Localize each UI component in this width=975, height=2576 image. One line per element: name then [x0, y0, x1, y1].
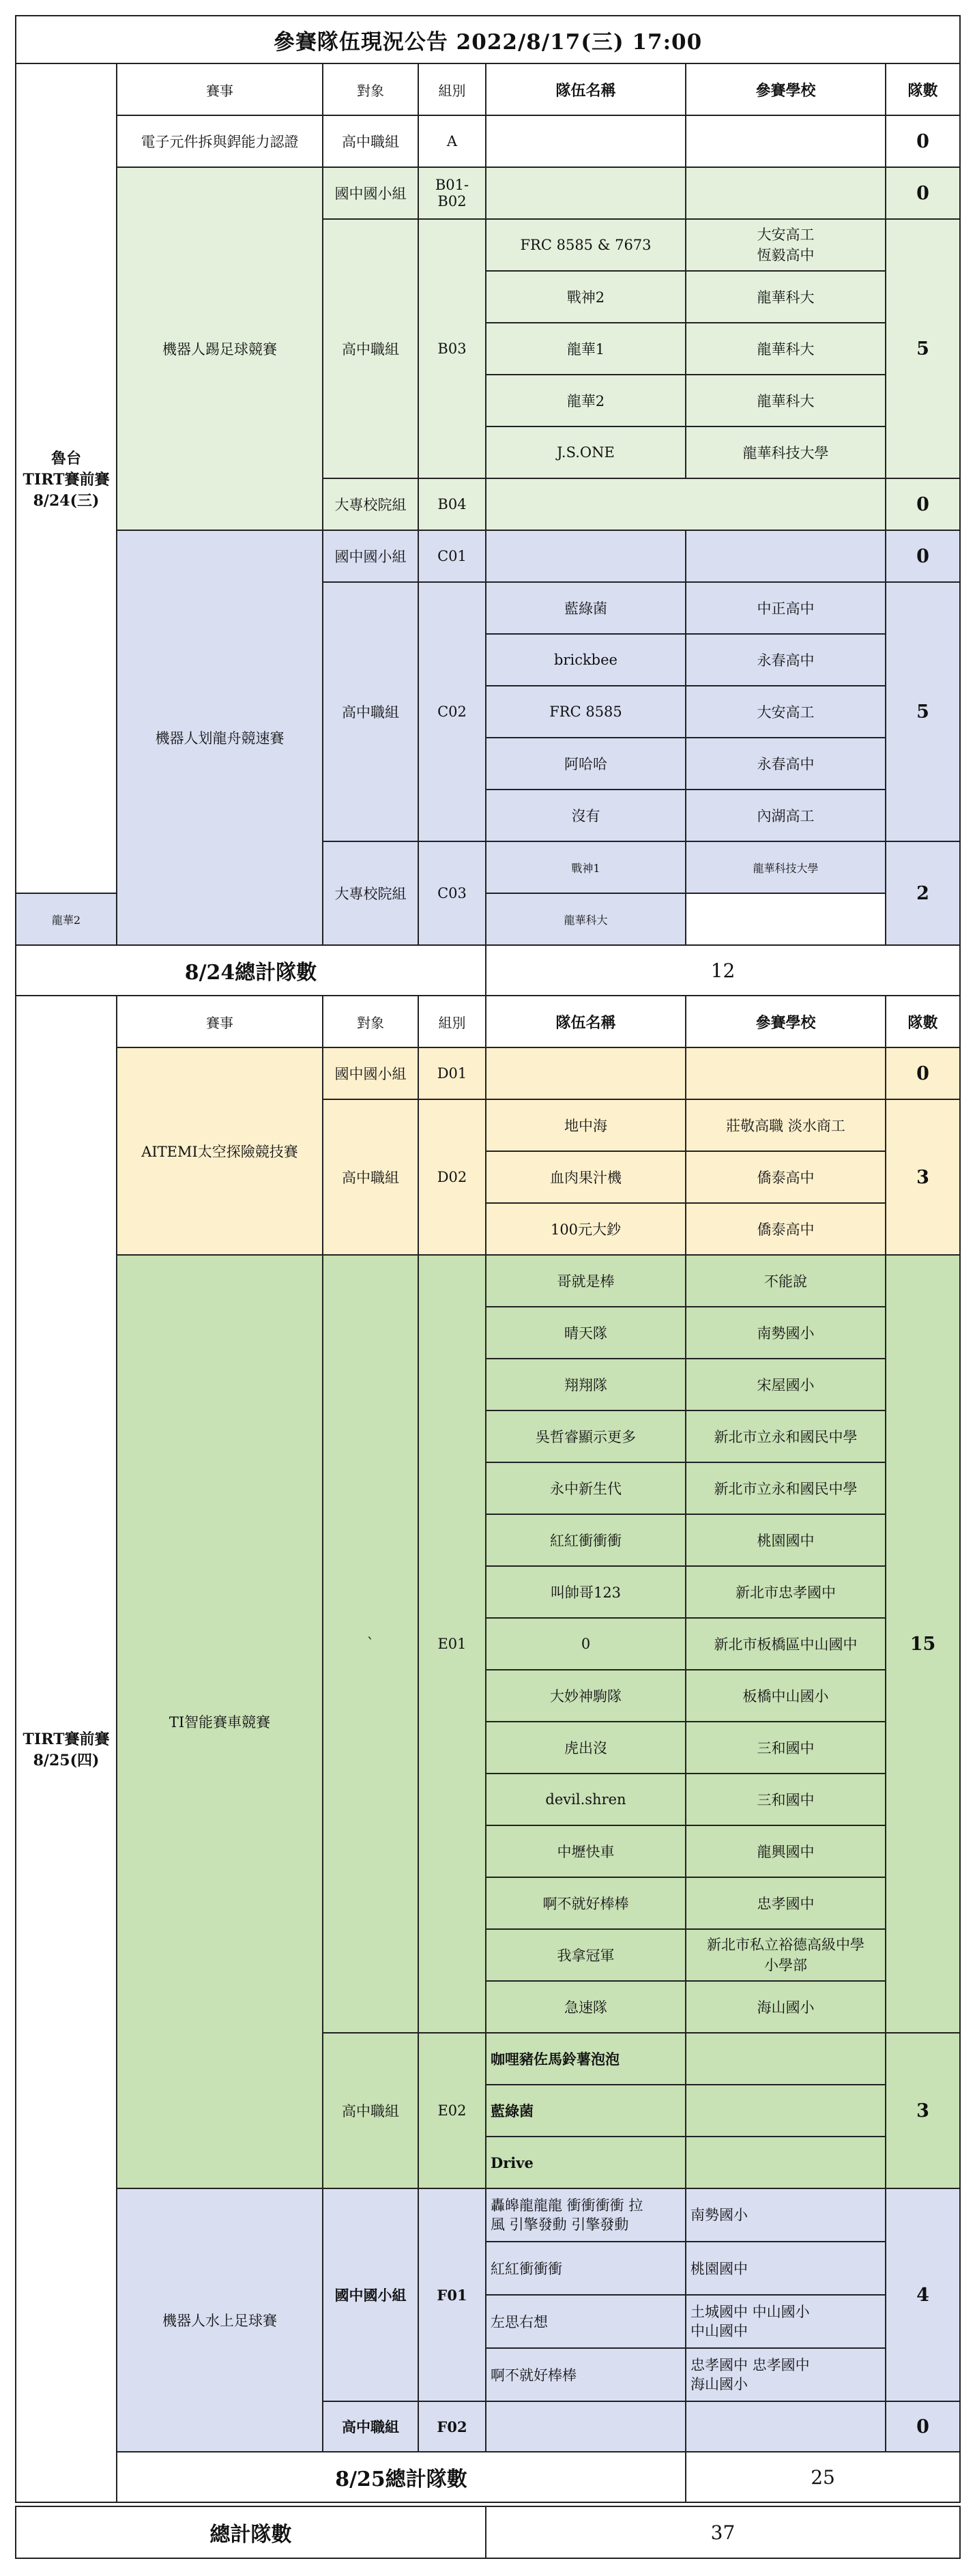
event-name: 機器人踢足球競賽: [117, 167, 323, 530]
target-cell: 高中職組: [323, 2401, 418, 2452]
school-cell: [686, 1047, 886, 1099]
team-cell: [486, 478, 886, 530]
header-group: 組別: [418, 996, 486, 1047]
day2-total-label: 8/25總計隊數: [117, 2452, 686, 2502]
school-cell: 龍華科大: [686, 375, 886, 426]
count-cell: 0: [886, 115, 960, 167]
team-cell: 沒有: [486, 790, 686, 841]
team-cell: 永中新生代: [486, 1462, 686, 1514]
count-cell: 3: [886, 1099, 960, 1255]
team-cell: 100元大鈔: [486, 1203, 686, 1255]
school-cell: [686, 2137, 886, 2188]
school-cell: 龍華科技大學: [686, 841, 886, 893]
school-cell: 莊敬高職 淡水商工: [686, 1099, 886, 1151]
header-team: 隊伍名稱: [486, 996, 686, 1047]
group-cell: E01: [418, 1255, 486, 2033]
team-cell: 吳哲睿顯示更多: [486, 1410, 686, 1462]
announcement-table: [15, 15, 961, 2503]
target-cell: 大專校院組: [323, 478, 418, 530]
count-cell: 0: [886, 1047, 960, 1099]
team-cell: 虎出沒: [486, 1722, 686, 1774]
team-cell: 我拿冠軍: [486, 1929, 686, 1981]
grand-total-label: 總計隊數: [16, 2506, 486, 2558]
count-cell: 0: [886, 478, 960, 530]
team-cell: 紅紅衝衝衝: [486, 1514, 686, 1566]
day1-label: [16, 63, 117, 893]
school-cell: 新北市忠孝國中: [686, 1566, 886, 1618]
header-event: 賽事: [117, 63, 323, 115]
school-cell: 永春高中: [686, 738, 886, 790]
school-cell: 大安高工 恆毅高中: [686, 219, 886, 271]
team-cell: J.S.ONE: [486, 426, 686, 478]
school-cell: 新北市私立裕德高級中學 小學部: [686, 1929, 886, 1981]
day1-label-text: 魯台 TIRT賽前賽 8/24(三): [23, 449, 110, 510]
group-cell: F01: [418, 2188, 486, 2401]
team-cell: 哥就是棒: [486, 1255, 686, 1307]
team-cell: devil.shren: [486, 1774, 686, 1825]
school-cell: 板橋中山國小: [686, 1670, 886, 1722]
school-cell: 新北市板橋區中山國中: [686, 1618, 886, 1670]
team-cell: Drive: [486, 2137, 686, 2188]
school-cell: 大安高工: [686, 686, 886, 738]
day2-total-value: 25: [686, 2452, 960, 2502]
team-cell: 大妙神駒隊: [486, 1670, 686, 1722]
school-cell: [686, 167, 886, 219]
target-cell: 國中國小組: [323, 167, 418, 219]
day2-label-text: TIRT賽前賽 8/25(四): [23, 1731, 110, 1769]
group-cell: B03: [418, 219, 486, 478]
group-cell: C03: [418, 841, 486, 945]
school-cell: 不能說: [686, 1255, 886, 1307]
team-cell: 藍綠菌: [486, 2085, 686, 2137]
event-name: TI智能賽車競賽: [117, 1255, 323, 2188]
target-cell: 高中職組: [323, 582, 418, 841]
school-cell: 僑泰高中: [686, 1203, 886, 1255]
school-cell: 海山國小: [686, 1981, 886, 2033]
school-cell: 永春高中: [686, 634, 886, 686]
group-cell: C01: [418, 530, 486, 582]
group-cell: E02: [418, 2033, 486, 2188]
team-cell: [486, 1047, 686, 1099]
target-cell: 國中國小組: [323, 1047, 418, 1099]
day1-total-value: 12: [486, 945, 960, 996]
count-cell: 3: [886, 2033, 960, 2188]
team-cell: 轟皞龍龍龍 衝衝衝衝 拉 風 引擎發動 引擎發動: [486, 2188, 686, 2242]
school-cell: 桃園國中: [686, 2242, 886, 2295]
event-name: AITEMI太空探險競技賽: [117, 1047, 323, 1255]
team-cell: 叫帥哥123: [486, 1566, 686, 1618]
team-cell: brickbee: [486, 634, 686, 686]
header-target: 對象: [323, 996, 418, 1047]
team-cell: 龍華1: [486, 323, 686, 375]
team-cell: 龍華2: [486, 375, 686, 426]
school-cell: 龍華科技大學: [686, 426, 886, 478]
target-cell: 國中國小組: [323, 2188, 418, 2401]
school-cell: 宋屋國小: [686, 1359, 886, 1410]
team-cell: [486, 115, 686, 167]
count-cell: 0: [886, 2401, 960, 2452]
team-cell: 左思右想: [486, 2295, 686, 2348]
day1-total-label: 8/24總計隊數: [16, 945, 486, 996]
event-name: 機器人水上足球賽: [117, 2188, 323, 2452]
team-cell: 血肉果汁機: [486, 1151, 686, 1203]
school-cell: 內湖高工: [686, 790, 886, 841]
page-title: 參賽隊伍現況公告 2022/8/17(三) 17:00: [16, 16, 960, 63]
header-group: 組別: [418, 63, 486, 115]
count-cell: 4: [886, 2188, 960, 2401]
school-cell: 龍華科大: [686, 323, 886, 375]
header-school: 參賽學校: [686, 996, 886, 1047]
school-cell: 三和國中: [686, 1774, 886, 1825]
count-cell: 0: [886, 167, 960, 219]
header-target: 對象: [323, 63, 418, 115]
team-cell: 戰神1: [486, 841, 686, 893]
team-cell: 咖哩豬佐馬鈴薯泡泡: [486, 2033, 686, 2085]
team-cell: [486, 530, 686, 582]
school-cell: 新北市立永和國民中學: [686, 1462, 886, 1514]
school-cell: [686, 2085, 886, 2137]
group-cell: B04: [418, 478, 486, 530]
team-cell: 翔翔隊: [486, 1359, 686, 1410]
target-cell: 國中國小組: [323, 530, 418, 582]
header-count: 隊數: [886, 996, 960, 1047]
school-cell: [686, 2401, 886, 2452]
grand-total-value: 37: [486, 2506, 960, 2558]
group-cell: B01-B02: [418, 167, 486, 219]
team-cell: 龍華2: [16, 893, 117, 945]
team-cell: FRC 8585 & 7673: [486, 219, 686, 271]
header-event: 賽事: [117, 996, 323, 1047]
team-cell: 阿哈哈: [486, 738, 686, 790]
school-cell: [686, 115, 886, 167]
school-cell: [686, 2033, 886, 2085]
header-team: 隊伍名稱: [486, 63, 686, 115]
school-cell: 僑泰高中: [686, 1151, 886, 1203]
school-cell: 龍華科大: [686, 271, 886, 323]
target-cell: 高中職組: [323, 2033, 418, 2188]
target-cell: 高中職組: [323, 219, 418, 478]
school-cell: 桃園國中: [686, 1514, 886, 1566]
count-cell: 0: [886, 530, 960, 582]
school-cell: 龍興國中: [686, 1825, 886, 1877]
target-cell: 大專校院組: [323, 841, 418, 945]
event-name: 電子元件拆與銲能力認證: [117, 115, 323, 167]
count-cell: 15: [886, 1255, 960, 2033]
group-cell: D02: [418, 1099, 486, 1255]
team-cell: 地中海: [486, 1099, 686, 1151]
group-cell: C02: [418, 582, 486, 841]
team-cell: 中壢快車: [486, 1825, 686, 1877]
count-cell: 5: [886, 219, 960, 478]
school-cell: 南勢國小: [686, 1307, 886, 1359]
count-cell: 2: [886, 841, 960, 945]
school-cell: 新北市立永和國民中學: [686, 1410, 886, 1462]
count-cell: 5: [886, 582, 960, 841]
target-cell: `: [323, 1255, 418, 2033]
target-cell: 高中職組: [323, 1099, 418, 1255]
target-cell: 高中職組: [323, 115, 418, 167]
team-cell: 紅紅衝衝衝: [486, 2242, 686, 2295]
team-cell: 藍綠菌: [486, 582, 686, 634]
school-cell: [686, 530, 886, 582]
group-cell: D01: [418, 1047, 486, 1099]
header-school: 參賽學校: [686, 63, 886, 115]
team-cell: 啊不就好棒棒: [486, 2348, 686, 2401]
team-cell: 戰神2: [486, 271, 686, 323]
team-cell: 晴天隊: [486, 1307, 686, 1359]
team-cell: 0: [486, 1618, 686, 1670]
header-count: 隊數: [886, 63, 960, 115]
school-cell: 三和國中: [686, 1722, 886, 1774]
team-cell: [486, 167, 686, 219]
team-cell: [486, 2401, 686, 2452]
team-cell: 啊不就好棒棒: [486, 1877, 686, 1929]
group-cell: A: [418, 115, 486, 167]
school-cell: 忠孝國中 忠孝國中 海山國小: [686, 2348, 886, 2401]
grand-total-table: [15, 2506, 961, 2559]
school-cell: 中正高中: [686, 582, 886, 634]
team-cell: 急速隊: [486, 1981, 686, 2033]
school-cell: 龍華科大: [486, 893, 686, 945]
school-cell: 土城國中 中山國小 中山國中: [686, 2295, 886, 2348]
day2-label: [16, 996, 117, 2502]
event-name: 機器人划龍舟競速賽: [117, 530, 323, 945]
school-cell: 南勢國小: [686, 2188, 886, 2242]
team-cell: FRC 8585: [486, 686, 686, 738]
group-cell: F02: [418, 2401, 486, 2452]
school-cell: 忠孝國中: [686, 1877, 886, 1929]
